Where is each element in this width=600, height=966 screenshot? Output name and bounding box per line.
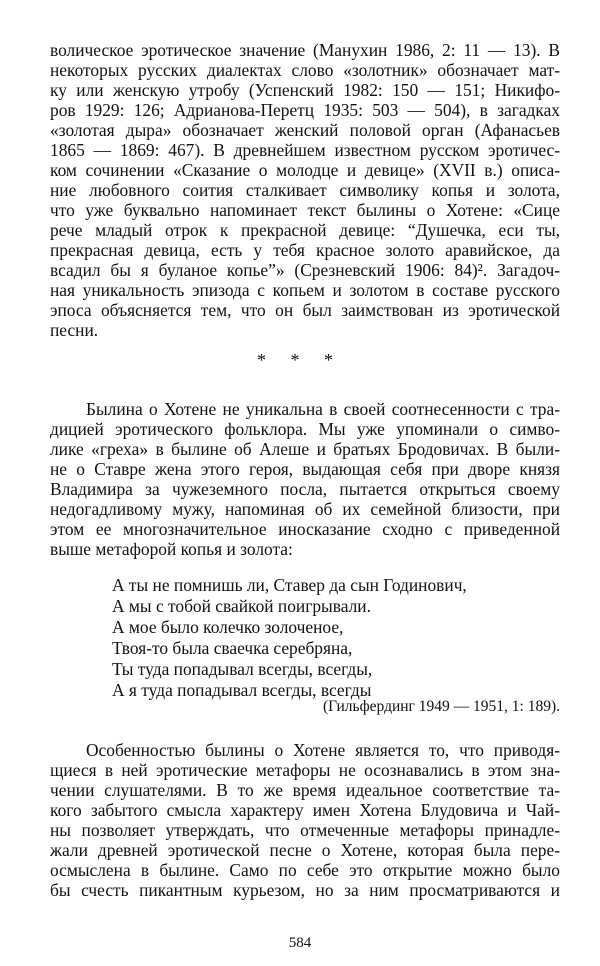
text-line: осмыслена в былине. Само по себе это открытие можно было bbox=[50, 860, 560, 880]
paragraph-2 bbox=[50, 399, 560, 559]
text-line: щиеся в ней эротические метафоры не осознавались в этом зна- bbox=[50, 760, 560, 780]
text-line: Былина о Хотене не уникальна в своей соотнесенности с тра- bbox=[86, 399, 560, 419]
text-line: рече младый отрок к прекрасной девице: “Душечка, еси ты, bbox=[50, 220, 560, 240]
paragraph-1 bbox=[50, 40, 560, 340]
text-line: некоторых русских диалектах слово «золотник» обозначает мат- bbox=[50, 60, 560, 80]
text-line: не о Ставре жена этого героя, выдающая себя при дворе князя bbox=[50, 459, 560, 479]
verse-line: А мое было колечко золоченое, bbox=[112, 617, 344, 637]
text-line: ная уникальность эпизода с копьем и золотом в составе русского bbox=[50, 280, 560, 300]
text-line: бы счесть пикантным курьезом, но за ним просматриваются и bbox=[50, 880, 560, 900]
text-line: лике «греха» в былине об Алеше и братьях Бродовичах. В были- bbox=[50, 439, 560, 459]
text-line: что уже буквально напоминает текст былины о Хотене: «Сице bbox=[50, 200, 560, 220]
text-line: ние любовного соития сталкивает символику копья и золота, bbox=[50, 180, 560, 200]
text-line: ком сочинении «Сказание о молодце и девице» (XVII в.) описа- bbox=[50, 160, 560, 180]
text-line: ны позволяет утверждать, что отмеченные метафоры принадле- bbox=[50, 820, 560, 840]
text-line: этом ее многозначительное иносказание сходно с приведенной bbox=[50, 519, 560, 539]
text-line: жали древней эротической песне о Хотене, которая была пере- bbox=[50, 840, 560, 860]
text-line: 1865 — 1869: 467). В древнейшем известном русском эротичес- bbox=[50, 140, 560, 160]
paragraph-3 bbox=[50, 740, 560, 900]
text-line: прекрасная девица, есть у тебя красное золото аравийское, да bbox=[50, 240, 560, 260]
text-line: волическое эротическое значение (Манухин 1986, 2: 11 — 13). В bbox=[50, 40, 560, 60]
text-line: дицией эротического фольклора. Мы уже упоминали о симво- bbox=[50, 419, 560, 439]
verse-citation: (Гильфердинг 1949 — 1951, 1: 189). bbox=[322, 698, 560, 715]
verse-line: А мы с тобой свайкой поигрывали. bbox=[112, 596, 371, 616]
text-line: кого забытого смысла характеру имен Хотена Блудовича и Чай- bbox=[50, 800, 560, 820]
text-line: Особенностью былины о Хотене является то, что приводя- bbox=[86, 740, 560, 760]
text-line: Владимира за чужеземного посла, пытается открыться своему bbox=[50, 479, 560, 499]
page-number: 584 bbox=[288, 935, 312, 951]
text-line: песни. bbox=[50, 320, 99, 340]
verse-line: Твоя-то была сваечка серебряна, bbox=[112, 638, 353, 658]
text-line: чении слушателями. В то же время идеальное соответствие та- bbox=[50, 780, 560, 800]
verse-line: А ты не помнишь ли, Ставер да сын Годинович, bbox=[112, 575, 467, 595]
verse-line: Ты туда попадывал всегды, всегды, bbox=[112, 659, 373, 679]
text-line: «золотая дыра» обозначает женский половой орган (Афанасьев bbox=[50, 120, 560, 140]
text-line: ров 1929: 126; Адрианова-Перетц 1935: 503 — 504), в загадках bbox=[50, 100, 560, 120]
text-line: выше метафорой копья и золота: bbox=[50, 539, 293, 559]
text-line: ку или женскую утробу (Успенский 1982: 150 — 151; Никифо- bbox=[50, 80, 560, 100]
text-line: недогадливому мужу, напоминая об их семейной близости, при bbox=[50, 499, 560, 519]
text-line: всадил бы я буланое копье”» (Срезневский 1906: 84)². Загадоч- bbox=[50, 260, 560, 280]
section-separator: * * * bbox=[257, 350, 343, 370]
verse-line: А я туда попадывал всегды, всегды bbox=[112, 680, 372, 700]
verse-quote bbox=[112, 575, 532, 701]
text-line: эпоса объясняется тем, что он был заимствован из эротической bbox=[50, 300, 560, 320]
